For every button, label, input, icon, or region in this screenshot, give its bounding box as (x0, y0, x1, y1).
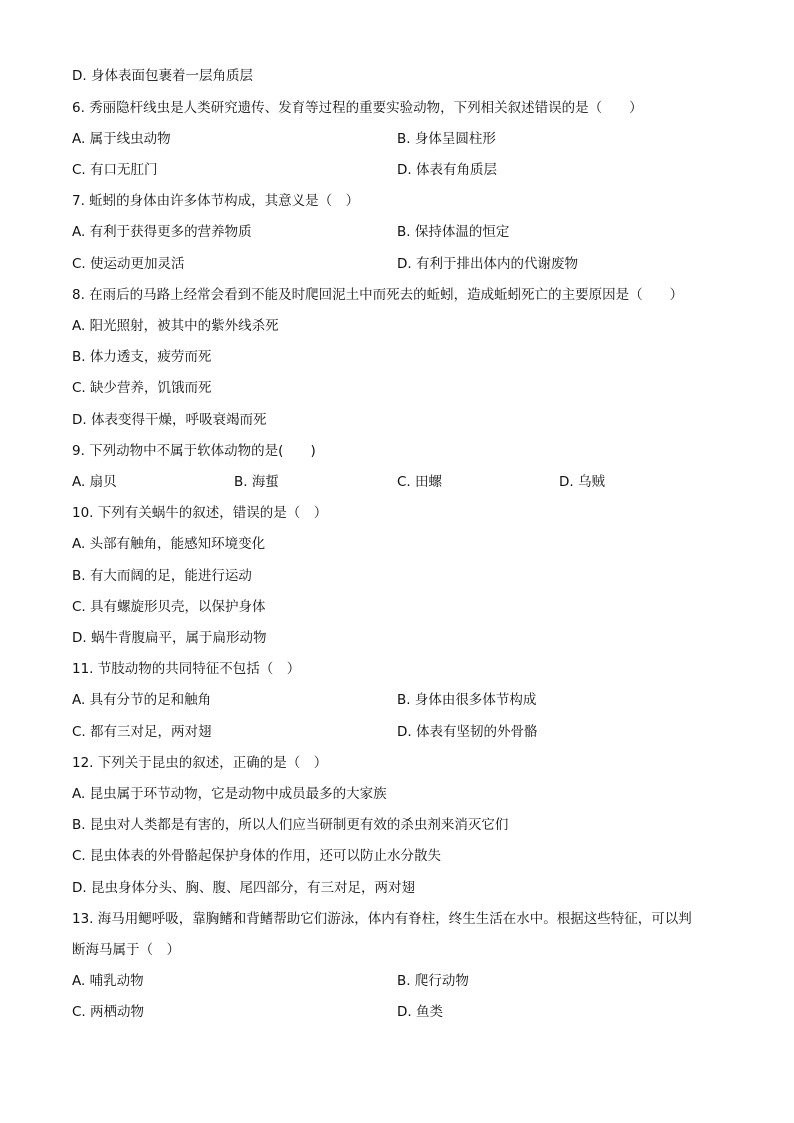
q8-option-b: B. 体力透支，疲劳而死 (72, 349, 212, 365)
q10-option-b: B. 有大而阔的足，能进行运动 (72, 568, 252, 584)
q11-option-d: D. 体表有坚韧的外骨骼 (397, 724, 538, 740)
question-11: 11. 节肢动物的共同特征不包括（ ） (72, 661, 301, 677)
q11-option-b: B. 身体由很多体节构成 (397, 692, 537, 708)
question-10: 10. 下列有关蜗牛的叙述，错误的是（ ） (72, 505, 328, 521)
q8-option-a: A. 阳光照射，被其中的紫外线杀死 (72, 318, 279, 334)
q12-option-d: D. 昆虫身体分头、胸、腹、尾四部分，有三对足，两对翅 (72, 880, 415, 896)
q9-option-b: B. 海蜇 (234, 474, 279, 490)
q8-option-c: C. 缺少营养，饥饿而死 (72, 380, 212, 396)
q9-option-d: D. 乌贼 (559, 474, 605, 490)
q12-option-a: A. 昆虫属于环节动物，它是动物中成员最多的大家族 (72, 786, 387, 802)
question-13-line-2: 断海马属于（ ） (72, 942, 180, 958)
q10-option-d: D. 蜗牛背腹扁平，属于扁形动物 (72, 630, 267, 646)
q10-option-c: C. 具有螺旋形贝壳，以保护身体 (72, 599, 266, 615)
q9-option-c: C. 田螺 (397, 474, 443, 490)
q9-option-a: A. 扇贝 (72, 474, 117, 490)
q13-option-d: D. 鱼类 (397, 1004, 443, 1020)
q10-option-a: A. 头部有触角，能感知环境变化 (72, 536, 266, 552)
question-7: 7. 蚯蚓的身体由许多体节构成，其意义是（ ） (72, 193, 360, 209)
q6-option-d: D. 体表有角质层 (397, 162, 497, 178)
question-9: 9. 下列动物中不属于软体动物的是( ) (72, 443, 316, 459)
q13-option-b: B. 爬行动物 (397, 973, 469, 989)
question-13-line-1: 13. 海马用鳃呼吸，靠胸鳍和背鳍帮助它们游泳，体内有脊柱，终生生活在水中。根据这些特征，可以判 (72, 911, 692, 927)
q12-option-c: C. 昆虫体表的外骨骼起保护身体的作用，还可以防止水分散失 (72, 848, 442, 864)
q11-option-a: A. 具有分节的足和触角 (72, 692, 212, 708)
q6-option-a: A. 属于线虫动物 (72, 131, 171, 147)
q5-option-d: D. 身体表面包裹着一层角质层 (72, 68, 253, 84)
q6-option-c: C. 有口无肛门 (72, 162, 158, 178)
q7-option-c: C. 使运动更加灵活 (72, 256, 185, 272)
q12-option-b: B. 昆虫对人类都是有害的，所以人们应当研制更有效的杀虫剂来消灭它们 (72, 817, 509, 833)
q7-option-a: A. 有利于获得更多的营养物质 (72, 224, 252, 240)
q8-option-d: D. 体表变得干燥，呼吸衰竭而死 (72, 412, 267, 428)
question-12: 12. 下列关于昆虫的叙述，正确的是（ ） (72, 755, 328, 771)
q11-option-c: C. 都有三对足，两对翅 (72, 724, 212, 740)
question-8: 8. 在雨后的马路上经常会看到不能及时爬回泥土中而死去的蚯蚓，造成蚯蚓死亡的主要原因是（ ） (72, 287, 684, 303)
q7-option-b: B. 保持体温的恒定 (397, 224, 510, 240)
question-6: 6. 秀丽隐杆线虫是人类研究遗传、发育等过程的重要实验动物，下列相关叙述错误的是（ ） (72, 100, 643, 116)
q6-option-b: B. 身体呈圆柱形 (397, 131, 496, 147)
q13-option-c: C. 两栖动物 (72, 1004, 145, 1020)
q7-option-d: D. 有利于排出体内的代谢废物 (397, 256, 578, 272)
q13-option-a: A. 哺乳动物 (72, 973, 144, 989)
